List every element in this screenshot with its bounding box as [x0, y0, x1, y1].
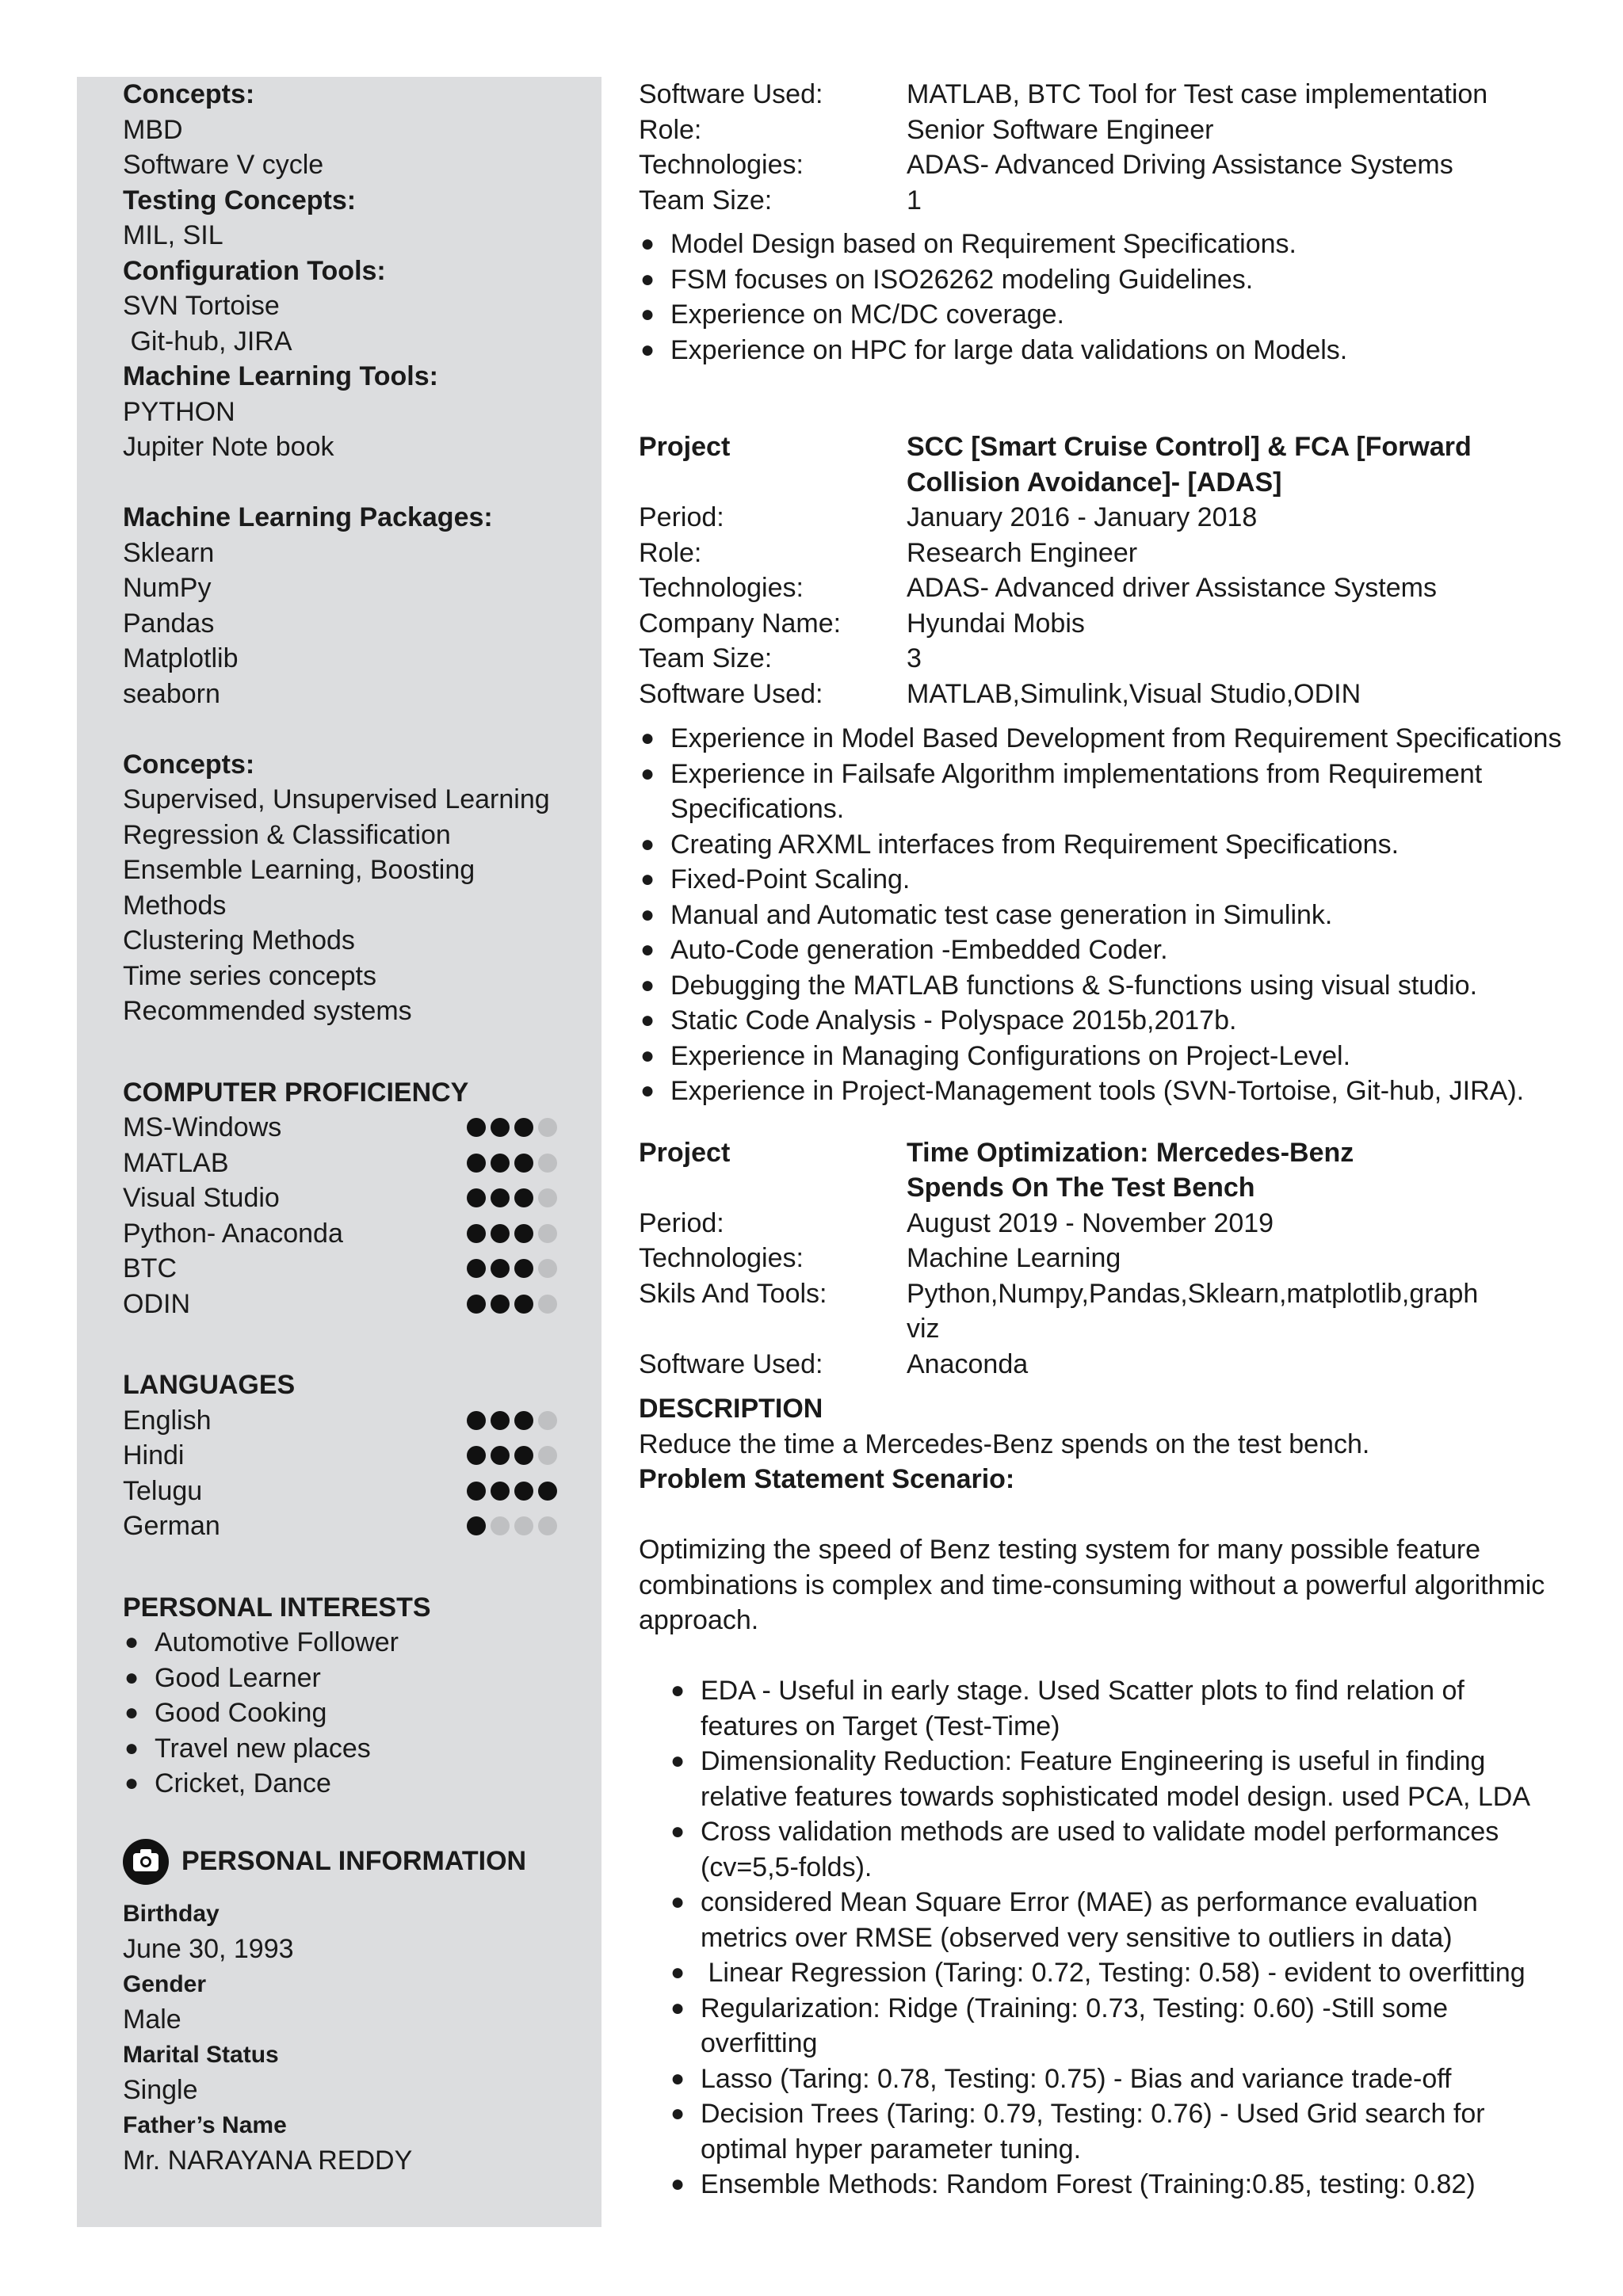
- rating-dot-filled: [467, 1295, 486, 1314]
- detail-row: Team Size: 1: [639, 185, 922, 215]
- rating-dots: [467, 1446, 557, 1465]
- personal-information-header: [123, 1836, 567, 1887]
- rating-dot-filled: [491, 1295, 510, 1314]
- bullet-item: ● Creating ARXML interfaces from Requirement Specifications.: [639, 827, 1558, 863]
- skills-line: Configuration Tools:: [123, 255, 386, 286]
- computer-proficiency-list: [123, 1110, 567, 1322]
- detail-row: Software Used: Anaconda: [639, 1348, 1029, 1379]
- rating-dot-empty: [538, 1259, 557, 1278]
- rating-dot-empty: [538, 1516, 557, 1535]
- language-name: Telugu: [123, 1475, 203, 1506]
- rating-dot-empty: [514, 1516, 533, 1535]
- rating-dot-filled: [491, 1411, 510, 1430]
- bullet-item: ● EDA - Useful in early stage. Used Scatter plots to find relation of features on Target (Test-Time): [639, 1673, 1558, 1744]
- rating-dot-filled: [514, 1482, 533, 1501]
- rating-dot-filled: [467, 1516, 486, 1535]
- detail-row: Period: August 2019 - November 2019: [639, 1207, 1274, 1238]
- bullet-icon: ●: [124, 1664, 139, 1691]
- bullet-icon: ●: [670, 1818, 685, 1844]
- bullet-item: ● Debugging the MATLAB functions & S-functions using visual studio.: [639, 968, 1558, 1004]
- bullet-icon: ●: [640, 1007, 655, 1033]
- language-rating-row: [123, 1508, 557, 1544]
- bullet-icon: ●: [640, 725, 655, 751]
- rating-dot-filled: [514, 1259, 533, 1278]
- rating-dot-filled: [467, 1259, 486, 1278]
- skill-rating-row: [123, 1287, 557, 1322]
- skills-line: PYTHON: [123, 396, 235, 427]
- bullet-icon: ●: [124, 1699, 139, 1726]
- personal-interests-list: [123, 1625, 567, 1802]
- bullet-icon: ●: [640, 866, 655, 892]
- interest-item: ● Good Cooking: [123, 1695, 567, 1731]
- bullet-icon: ●: [124, 1770, 139, 1796]
- language-rating-row: [123, 1403, 557, 1439]
- bullet-item: ● Experience in Project-Management tools (SVN-Tortoise, Git-hub, JIRA).: [639, 1074, 1558, 1109]
- bullet-icon: ●: [640, 301, 655, 327]
- field-label: Marital Status: [123, 2041, 279, 2068]
- bullet-item: ● Manual and Automatic test case generation in Simulink.: [639, 898, 1558, 933]
- field-value: June 30, 1993: [123, 1934, 294, 1964]
- bullet-icon: ●: [640, 830, 655, 857]
- skill-name: MS-Windows: [123, 1112, 282, 1142]
- detail-row: Period: January 2016 - January 2018: [639, 502, 1258, 532]
- interest-item: ● Good Learner: [123, 1661, 567, 1696]
- rating-dot-filled: [514, 1188, 533, 1207]
- detail-row: Software Used: MATLAB, BTC Tool for Test case implementation: [639, 79, 1488, 109]
- skills-block: [123, 77, 567, 465]
- bullet-item: ● Experience on HPC for large data validations on Models.: [639, 333, 1558, 368]
- rating-dot-filled: [491, 1188, 510, 1207]
- detail-row: Company Name: Hyundai Mobis: [639, 608, 1085, 639]
- bullet-icon: ●: [640, 265, 655, 292]
- field-value: Male: [123, 2004, 181, 2035]
- rating-dot-filled: [514, 1411, 533, 1430]
- rating-dots: [467, 1259, 557, 1278]
- ml-packages-block: [123, 500, 567, 711]
- skill-rating-row: [123, 1180, 557, 1216]
- rating-dot-filled: [467, 1118, 486, 1137]
- bullet-icon: ●: [640, 1077, 655, 1104]
- field-label: Father’s Name: [123, 2111, 287, 2138]
- bullet-item: ● Experience in Model Based Development from Requirement Specifications: [639, 721, 1558, 757]
- bullet-icon: ●: [640, 971, 655, 998]
- skill-name: Python- Anaconda: [123, 1218, 343, 1249]
- bullet-item: ● Linear Regression (Taring: 0.72, Testing: 0.58) - evident to overfitting: [639, 1955, 1558, 1991]
- rating-dot-empty: [538, 1154, 557, 1173]
- ml-packages-line: Pandas: [123, 608, 215, 639]
- rating-dots: [467, 1482, 557, 1501]
- skills-line: SVN Tortoise: [123, 291, 280, 321]
- ml-concepts-line: Supervised, Unsupervised Learning: [123, 784, 550, 814]
- ml-packages-line: Machine Learning Packages:: [123, 502, 493, 532]
- language-name: English: [123, 1405, 212, 1436]
- bullet-item: ● FSM focuses on ISO26262 modeling Guidelines.: [639, 262, 1558, 298]
- skills-line: Testing Concepts:: [123, 185, 357, 215]
- skill-rating-row: [123, 1216, 557, 1252]
- bullet-icon: ●: [670, 1959, 685, 1985]
- rating-dot-filled: [491, 1154, 510, 1173]
- field-value: Single: [123, 2075, 198, 2105]
- rating-dot-filled: [491, 1482, 510, 1501]
- detail-row: Skils And Tools: Python,Numpy,Pandas,Sklearn,matplotlib,graph viz: [639, 1278, 1479, 1344]
- rating-dot-filled: [514, 1446, 533, 1465]
- bullet-icon: ●: [670, 1994, 685, 2021]
- rating-dot-empty: [538, 1188, 557, 1207]
- bullet-item: ● considered Mean Square Error (MAE) as performance evaluation metrics over RMSE (observed very sensitive to outliers in data): [639, 1885, 1558, 1955]
- ml-concepts-line: Recommended systems: [123, 996, 412, 1026]
- detail-row: Role: Senior Software Engineer: [639, 114, 1214, 145]
- bullet-item: ● Lasso (Taring: 0.78, Testing: 0.75) - Bias and variance trade-off: [639, 2061, 1558, 2097]
- rating-dot-filled: [514, 1118, 533, 1137]
- bullet-icon: ●: [124, 1734, 139, 1761]
- personal-information-heading: PERSONAL INFORMATION: [181, 1846, 527, 1877]
- bullet-item: ● Experience in Failsafe Algorithm implementations from Requirement Specifications.: [639, 757, 1558, 827]
- rating-dots: [467, 1295, 557, 1314]
- personal-information-fields: [123, 1897, 567, 2179]
- main-content: [639, 77, 1562, 2203]
- bullet-icon: ●: [670, 1677, 685, 1703]
- ml-concepts-line: Methods: [123, 890, 227, 921]
- skill-name: ODIN: [123, 1288, 190, 1319]
- ml-concepts-block: [123, 747, 567, 1029]
- detail-row: Technologies: ADAS- Advanced Driving Assistance Systems: [639, 150, 1453, 180]
- ml-packages-line: Matplotlib: [123, 643, 239, 673]
- rating-dot-empty: [538, 1446, 557, 1465]
- interest-item: ● Automotive Follower: [123, 1625, 567, 1661]
- rating-dots: [467, 1118, 557, 1137]
- skill-rating-row: [123, 1251, 557, 1287]
- bullet-item: ● Static Code Analysis - Polyspace 2015b,2017b.: [639, 1003, 1558, 1039]
- ml-concepts-line: Time series concepts: [123, 960, 376, 991]
- bullet-icon: ●: [640, 760, 655, 787]
- detail-row: Technologies: Machine Learning: [639, 1243, 1121, 1273]
- skill-rating-row: [123, 1110, 557, 1146]
- bullet-icon: ●: [670, 1748, 685, 1774]
- project-c-details: [639, 1206, 1558, 1383]
- bullet-item: ● Experience on MC/DC coverage.: [639, 297, 1558, 333]
- bullet-icon: ●: [670, 2100, 685, 2126]
- rating-dots: [467, 1188, 557, 1207]
- ml-concepts-line: Regression & Classification: [123, 819, 451, 850]
- skills-line: MBD: [123, 114, 183, 145]
- skill-name: MATLAB: [123, 1147, 229, 1178]
- bullet-item: ● Regularization: Ridge (Training: 0.73, Testing: 0.60) -Still some overfitting: [639, 1991, 1558, 2061]
- rating-dot-filled: [538, 1482, 557, 1501]
- rating-dot-filled: [491, 1259, 510, 1278]
- rating-dot-filled: [491, 1118, 510, 1137]
- bullet-item: ● Model Design based on Requirement Specifications.: [639, 227, 1558, 262]
- skill-name: BTC: [123, 1253, 177, 1283]
- ml-packages-line: Sklearn: [123, 537, 215, 568]
- rating-dot-filled: [514, 1224, 533, 1243]
- bullet-icon: ●: [640, 936, 655, 963]
- rating-dot-filled: [467, 1154, 486, 1173]
- field-value: Mr. NARAYANA REDDY: [123, 2145, 413, 2176]
- interest-item: ● Travel new places: [123, 1731, 567, 1767]
- rating-dot-empty: [491, 1516, 510, 1535]
- rating-dot-filled: [514, 1295, 533, 1314]
- skills-line: Machine Learning Tools:: [123, 361, 438, 391]
- languages-heading: LANGUAGES: [123, 1370, 296, 1400]
- ml-concepts-line: Concepts:: [123, 749, 255, 780]
- bullet-icon: ●: [640, 901, 655, 928]
- project-a-details: [639, 77, 1558, 218]
- detail-row: Software Used: MATLAB,Simulink,Visual Studio,ODIN: [639, 678, 1361, 709]
- bullet-icon: ●: [640, 1042, 655, 1069]
- rating-dot-empty: [538, 1295, 557, 1314]
- bullet-icon: ●: [640, 231, 655, 257]
- bullet-item: ● Dimensionality Reduction: Feature Engineering is useful in finding relative features towards sophisticated model design. used PCA, LDA: [639, 1744, 1558, 1814]
- field-label: Birthday: [123, 1900, 220, 1927]
- project-b-details: [639, 500, 1558, 711]
- problem-statement-heading: Problem Statement Scenario:: [639, 1464, 1015, 1494]
- project-b-bullets: [639, 721, 1562, 1109]
- language-name: Hindi: [123, 1440, 185, 1470]
- bullet-icon: ●: [670, 1889, 685, 1915]
- ml-concepts-line: Clustering Methods: [123, 925, 355, 955]
- rating-dot-filled: [491, 1224, 510, 1243]
- ml-concepts-line: Ensemble Learning, Boosting: [123, 855, 475, 885]
- project-c-title-row: Project Time Optimization: Mercedes-Benz Spends On The Test Bench: [639, 1137, 1354, 1203]
- project-a-bullets: [639, 227, 1558, 368]
- bullet-item: ● Experience in Managing Configurations on Project-Level.: [639, 1039, 1558, 1074]
- skills-line: MIL, SIL: [123, 220, 223, 250]
- rating-dots: [467, 1224, 557, 1243]
- bullet-item: ● Cross validation methods are used to validate model performances (cv=5,5-folds).: [639, 1814, 1558, 1885]
- rating-dot-filled: [467, 1411, 486, 1430]
- rating-dots: [467, 1154, 557, 1173]
- detail-row: Technologies: ADAS- Advanced driver Assistance Systems: [639, 573, 1437, 603]
- language-name: German: [123, 1511, 220, 1541]
- rating-dots: [467, 1516, 557, 1535]
- sidebar-content: [123, 77, 567, 2179]
- bullet-item: ● Auto-Code generation -Embedded Coder.: [639, 933, 1558, 968]
- language-rating-row: [123, 1438, 557, 1474]
- project-c-bullets: [639, 1673, 1558, 2203]
- bullet-item: ● Fixed-Point Scaling.: [639, 862, 1558, 898]
- skills-line: Git-hub, JIRA: [123, 326, 292, 357]
- ml-packages-line: seaborn: [123, 678, 220, 709]
- bullet-icon: ●: [124, 1629, 139, 1655]
- bullet-icon: ●: [670, 2171, 685, 2197]
- interest-item: ● Cricket, Dance: [123, 1766, 567, 1802]
- field-label: Gender: [123, 1970, 207, 1997]
- skills-line: Concepts:: [123, 79, 255, 109]
- rating-dot-empty: [538, 1411, 557, 1430]
- languages-list: [123, 1403, 567, 1544]
- skills-line: Jupiter Note book: [123, 432, 334, 462]
- detail-row: Team Size: 3: [639, 643, 922, 673]
- bullet-icon: ●: [640, 336, 655, 363]
- detail-row: Role: Research Engineer: [639, 537, 1138, 568]
- ml-packages-line: NumPy: [123, 573, 212, 603]
- computer-proficiency-heading: COMPUTER PROFICIENCY: [123, 1077, 469, 1108]
- bullet-item: ● Decision Trees (Taring: 0.79, Testing: 0.76) - Used Grid search for optimal hyper parameter tuning.: [639, 2096, 1558, 2167]
- rating-dot-filled: [467, 1482, 486, 1501]
- language-rating-row: [123, 1474, 557, 1509]
- rating-dot-empty: [538, 1224, 557, 1243]
- rating-dots: [467, 1411, 557, 1430]
- description-text: Reduce the time a Mercedes-Benz spends on the test bench.: [639, 1428, 1370, 1459]
- rating-dot-empty: [538, 1118, 557, 1137]
- project-b-title-row: Project SCC [Smart Cruise Control] & FCA [Forward Collision Avoidance]- [ADAS]: [639, 432, 1472, 498]
- personal-interests-heading: PERSONAL INTERESTS: [123, 1592, 431, 1623]
- rating-dot-filled: [467, 1224, 486, 1243]
- bullet-icon: ●: [670, 2065, 685, 2092]
- camera-icon: [123, 1839, 169, 1885]
- rating-dot-filled: [467, 1446, 486, 1465]
- skill-rating-row: [123, 1146, 557, 1181]
- skill-name: Visual Studio: [123, 1183, 280, 1213]
- description-heading: DESCRIPTION: [639, 1394, 823, 1424]
- rating-dot-filled: [491, 1446, 510, 1465]
- problem-statement-text: Optimizing the speed of Benz testing system for many possible feature combinations is complex and time-consuming without a powerful algorithmic approach.: [639, 1535, 1545, 1635]
- rating-dot-filled: [514, 1154, 533, 1173]
- bullet-item: ● Ensemble Methods: Random Forest (Training:0.85, testing: 0.82): [639, 2167, 1558, 2203]
- rating-dot-filled: [467, 1188, 486, 1207]
- skills-line: Software V cycle: [123, 150, 324, 180]
